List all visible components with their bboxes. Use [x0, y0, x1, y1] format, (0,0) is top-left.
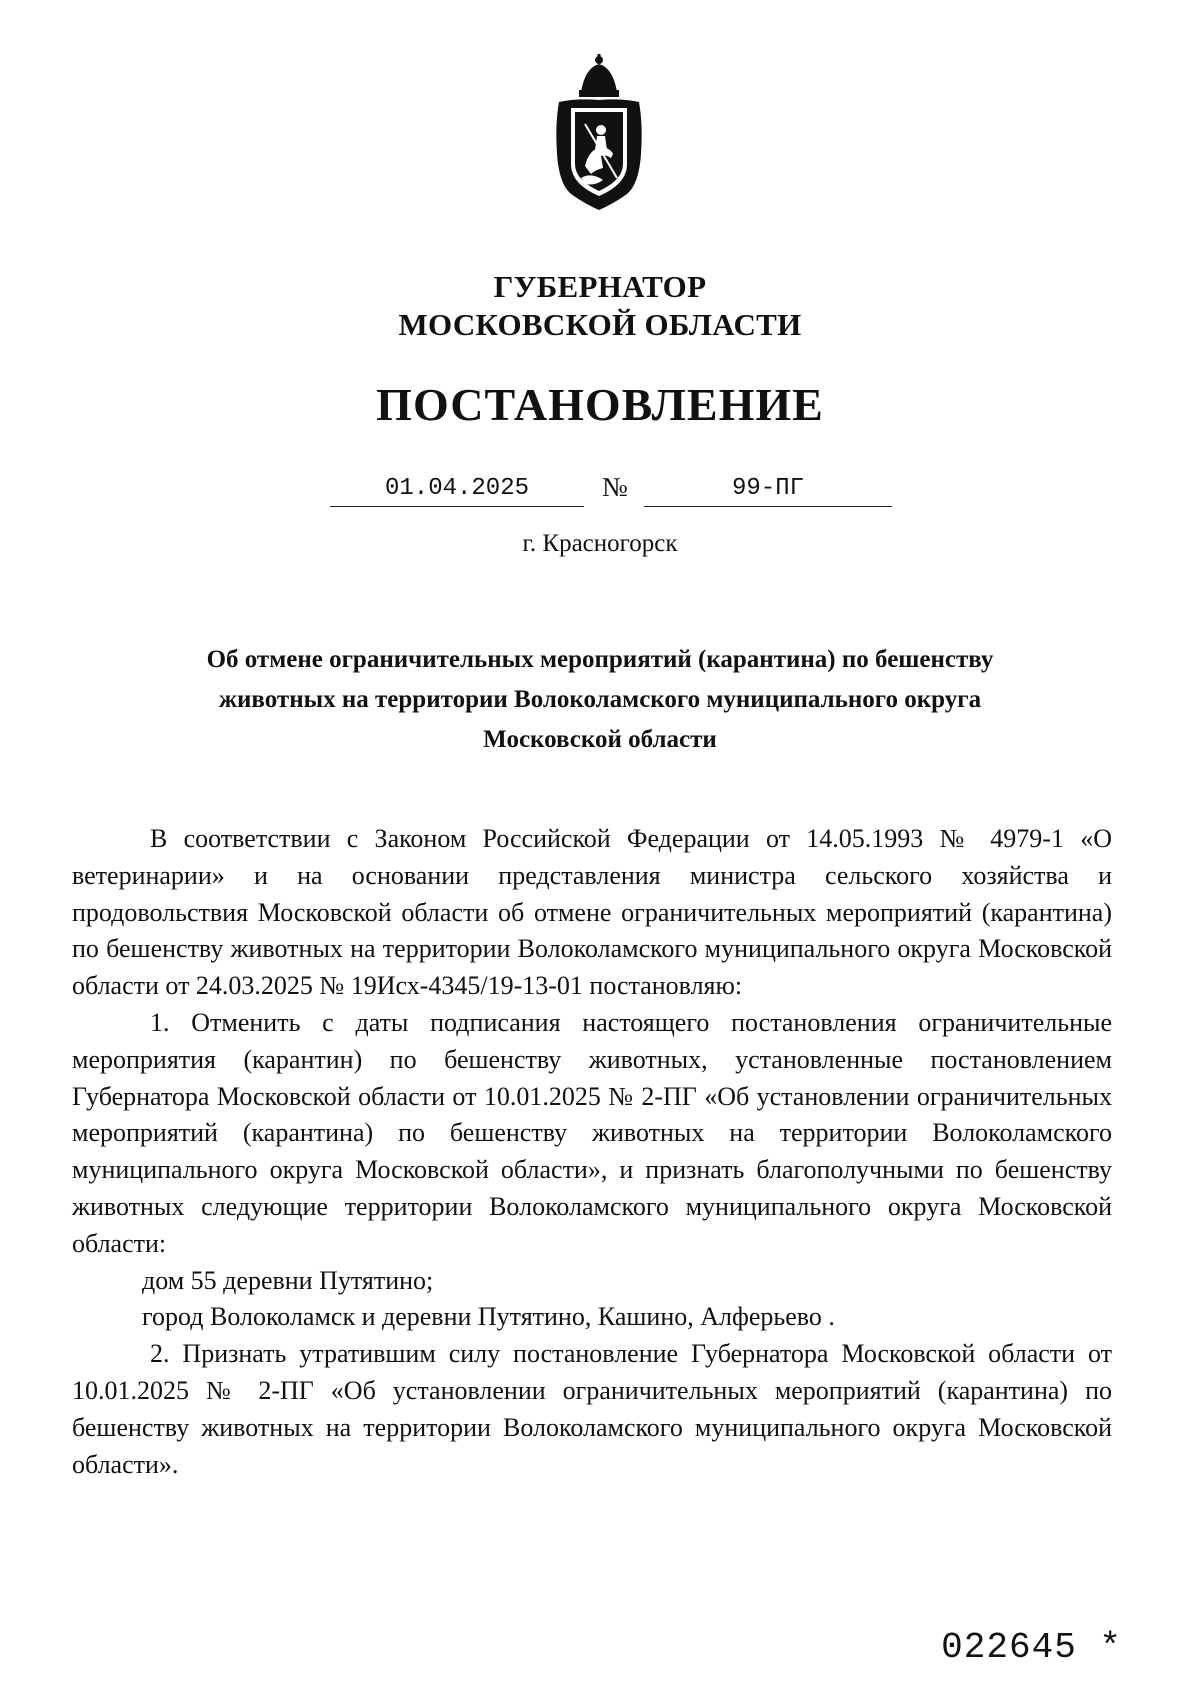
moscow-oblast-coat-of-arms-icon — [551, 54, 647, 214]
document-body — [72, 821, 1112, 1483]
item-1-paragraph: 1. Отменить с даты подписания настоящего постановления ограничительные мероприятия (карантин) по бешенству животных, установленные постановлением Губернатора Московской области от 10.01.2025 № 2-ПГ «Об установлении ограничительных мероприятий (карантина) по бешенству животных на территории Волоколамского муниципального округа Московской области», и признать благополучными по бешенству животных следующие территории Волоколамского муниципального округа Московской области: — [72, 1007, 1112, 1258]
title-line-1: Об отмене ограничительных мероприятий (карантина) по бешенству — [206, 646, 994, 673]
title-line-3: Московской области — [483, 726, 717, 753]
document-number: 99-ПГ — [644, 474, 892, 507]
preamble-paragraph: В соответствии с Законом Российской Федерации от 14.05.1993 № 4979-1 «О ветеринарии» и на основании представления министра сельского хозяйства и продовольствия Московской области об отмене ограничительных мероприятий (карантина) по бешенству животных на территории Волоколамского муниципального округа Московской области от 24.03.2025 № 19Исх-4345/19-13-01 постановляю: — [72, 824, 1112, 1001]
document-date: 01.04.2025 — [330, 474, 584, 507]
authority-line-1: ГУБЕРНАТОР — [493, 269, 707, 304]
coat-of-arms — [551, 54, 647, 214]
document-type: ПОСТАНОВЛЕНИЕ — [376, 379, 824, 430]
item-1-territory-b: город Волоколамск и деревни Путятино, Кашино, Алферьево . — [142, 1302, 835, 1332]
title-line-2: животных на территории Волоколамского муниципального округа — [218, 686, 982, 713]
authority-line-2: МОСКОВСКОЙ ОБЛАСТИ — [398, 307, 802, 342]
number-sign: № — [602, 472, 628, 502]
item-2-paragraph: 2. Признать утратившим силу постановление Губернатора Московской области от 10.01.2025 № 2-ПГ «Об установлении ограничительных мероприятий (карантина) по бешенству животных на территории Волоколамского муниципального округа Московской области». — [72, 1339, 1112, 1479]
item-1-territory-a: дом 55 деревни Путятино; — [142, 1265, 434, 1295]
issuing-authority — [0, 268, 1200, 344]
document-title — [0, 640, 1200, 760]
serial-number-stamp: 022645 * — [941, 1627, 1122, 1668]
city: г. Красногорск — [522, 530, 678, 557]
